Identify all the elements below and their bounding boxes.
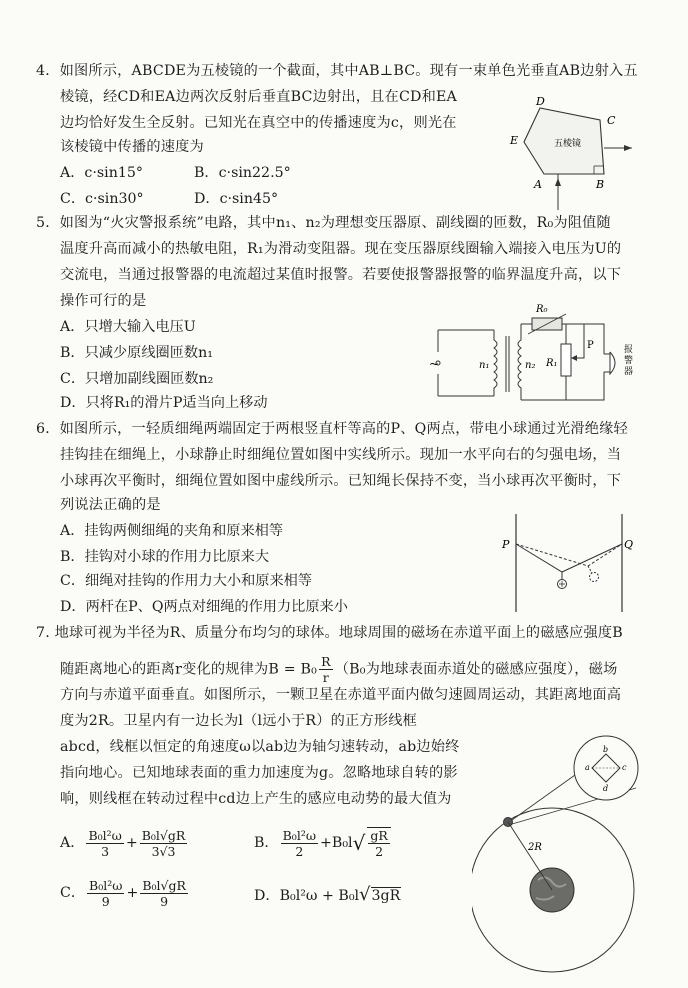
q7-b-radical: √ xyxy=(352,831,366,855)
exit-arrow xyxy=(624,145,632,151)
q5-line-2: 温度升高而减小的热敏电阻，R₁为滑动变阻器。现在变压器原线圈输入端接入电压为U的 xyxy=(60,241,622,257)
q7-b-n1: B₀l²ω xyxy=(282,827,317,843)
q4-line-4: 该棱镜中传播的速度为 xyxy=(60,139,204,155)
q6-option-c: C．细绳对挂钩的作用力大小和原来相等 xyxy=(60,573,313,589)
alarm-char-1: 报 xyxy=(624,345,634,355)
label-c: c xyxy=(622,763,627,772)
zoom-line-1 xyxy=(512,770,582,820)
label-a: A xyxy=(534,178,542,191)
label-e: E xyxy=(510,134,519,147)
q7-line-1: 7. 地球可视为半径为R、质量分布均匀的球体。地球周围的磁场在赤道平面上的磁感应强度B xyxy=(36,625,623,641)
q7-line-7: 响，则线框在转动过程中cd边上产生的感应电动势的最大值为 xyxy=(60,791,452,807)
label-2r: 2R xyxy=(528,842,542,853)
incident-arrow xyxy=(555,178,561,186)
rheostat-r1 xyxy=(561,344,571,376)
label-d: D xyxy=(536,95,545,108)
q7-option-d-label: D． xyxy=(254,888,280,904)
q7-c-frac-2 xyxy=(140,878,188,909)
q7-a-d2: 3√3 xyxy=(151,843,176,859)
q7-a-plus: + xyxy=(125,835,138,851)
label-a: a xyxy=(585,763,590,772)
q7-b-pre2: B₀l xyxy=(331,835,353,851)
pentaprism-figure xyxy=(504,94,634,212)
q4-option-d: D．c·sin45° xyxy=(194,191,279,207)
rope-hook-figure xyxy=(500,512,636,614)
q7-option-d xyxy=(254,880,401,911)
label-n1: n₁ xyxy=(479,360,490,371)
q5-option-b: B．只减少原线圈匝数n₁ xyxy=(60,345,213,361)
q5-option-d: D．只将R₁的滑片P适当向上移动 xyxy=(60,395,268,411)
q5-line-4: 操作可行的是 xyxy=(60,293,147,309)
q6-line-3: 小球再次平衡时，细绳位置如图中虚线所示。已知绳长保持不变，当小球再次平衡时，下 xyxy=(60,473,622,489)
secondary-coil xyxy=(518,324,521,400)
label-p: P xyxy=(502,538,510,551)
label-q: Q xyxy=(624,538,634,551)
q7-d-rad: 3gR xyxy=(371,888,401,904)
q4-option-a: A．c·sin15° xyxy=(60,165,143,181)
label-b: b xyxy=(603,745,609,754)
q4-option-c: C．c·sin30° xyxy=(60,191,144,207)
q6-option-b: B．挂钩对小球的作用力比原来大 xyxy=(60,549,270,565)
q7-line-3: 方向与赤道平面垂直。如图所示，一颗卫星在赤道平面内做匀速圆周运动，其距离地面高 xyxy=(60,687,622,703)
q4-line-1: 4．如图所示，ABCDE为五棱镜的一个截面，其中AB⊥BC。现有一束单色光垂直AB边射入五 xyxy=(36,63,638,79)
q7-b-d1: 2 xyxy=(295,843,304,859)
q7-d-radical: √ xyxy=(359,884,371,905)
q7-b-frac-2 xyxy=(367,827,390,859)
q6-line-2: 挂钩挂在细绳上，小球静止时细绳位置如图中实线所示。现加一水平向右的匀强电场，当 xyxy=(60,447,622,463)
alarm-symbol xyxy=(610,352,615,374)
label-n2: n₂ xyxy=(525,360,536,371)
q6-option-d: D．两杆在P、Q两点对细绳的作用力比原来小 xyxy=(60,599,348,615)
q6-option-a: A．挂钩两侧细绳的夹角和原来相等 xyxy=(60,523,284,539)
q7-b-frac-1 xyxy=(281,828,318,859)
q7-line-6: 指向地心。已知地球表面的重力加速度为g。忽略地球自转的影 xyxy=(60,765,458,781)
q7-option-b-label: B． xyxy=(254,835,279,851)
satellite-earth-figure xyxy=(472,730,642,978)
field-fraction-den: r xyxy=(322,670,329,685)
q7-d-pre: B₀l²ω + B₀l xyxy=(279,888,360,904)
alarm-circuit-figure xyxy=(424,300,636,412)
q7-c-frac-1 xyxy=(87,878,124,909)
q7-c-d2: 9 xyxy=(160,893,169,909)
q7-c-n2: B₀l√gR xyxy=(142,877,186,893)
q4-option-b: B．c·sin22.5° xyxy=(194,165,291,181)
q6-line-4: 列说法正确的是 xyxy=(60,497,161,513)
q7-c-d1: 9 xyxy=(101,893,110,909)
label-r0: R₀ xyxy=(536,304,548,315)
alarm-char-2: 警 xyxy=(624,356,634,366)
q7-option-b xyxy=(254,826,393,860)
ball-dashed xyxy=(590,573,599,582)
q7-option-a-label: A． xyxy=(60,835,85,851)
q7-option-c-label: C． xyxy=(60,885,86,901)
q7-option-a xyxy=(60,826,189,860)
q5-option-a: A．只增大输入电压U xyxy=(60,319,196,335)
q7-option-c xyxy=(60,876,190,910)
q7-b-rd: 2 xyxy=(375,844,384,859)
q4-line-3: 边均恰好发生全反射。已知光在真空中的传播速度为c，则光在 xyxy=(60,115,457,131)
q4-line-2: 棱镜，经CD和EA边两次反射后垂直BC边射出，且在CD和EA xyxy=(60,89,457,105)
q6-line-1: 6．如图所示，一轻质细绳两端固定于两根竖直杆等高的P、Q两点，带电小球通过光滑绝缘轻 xyxy=(36,421,628,437)
q7-a-n2: B₀l√gR xyxy=(141,827,186,843)
primary-coil xyxy=(494,330,497,396)
q7-a-d1: 3 xyxy=(101,843,110,859)
alarm-leads xyxy=(604,354,610,372)
label-p: P xyxy=(587,340,594,351)
label-c: C xyxy=(607,114,616,127)
q7-a-frac-1 xyxy=(86,828,123,859)
prism-label: 五棱镜 xyxy=(554,139,582,149)
radius-line xyxy=(508,822,552,890)
q7-line-2-post: （B₀为地球表面赤道处的磁感应强度），磁场 xyxy=(334,661,618,678)
q5-line-1: 5．如图为“火灾警报系统”电路，其中n₁、n₂为理想变压器原、副线圈的匝数，R₀为阻值随 xyxy=(36,215,611,231)
alarm-char-3: 器 xyxy=(624,367,634,377)
q7-line-5: abcd，线框以恒定的角速度ω以ab边为轴匀速转动，ab边始终 xyxy=(60,739,460,755)
hook-dashed xyxy=(588,566,592,573)
q5-option-c: C．只增加副线圈匝数n₂ xyxy=(60,371,214,387)
rope-dashed xyxy=(516,544,622,566)
rope-solid xyxy=(516,544,622,572)
ac-symbol: ~ xyxy=(429,357,440,371)
q7-c-plus: + xyxy=(126,885,139,901)
slider-p xyxy=(571,355,577,361)
label-r1: R₁ xyxy=(546,358,558,369)
field-fraction-num: R xyxy=(321,654,331,669)
q7-c-n1: B₀l²ω xyxy=(89,877,123,893)
q7-b-rn: gR xyxy=(370,828,388,843)
label-d: d xyxy=(603,784,609,793)
q7-line-4: 度为2R。卫星内有一边长为l（l远小于R）的正方形线框 xyxy=(60,713,417,729)
label-alarm xyxy=(624,343,636,377)
slider-wire xyxy=(574,324,584,358)
label-b: B xyxy=(596,178,605,191)
q7-a-frac-2 xyxy=(140,828,188,859)
q7-line-2-pre: 随距离地心的距离r变化的规律为B = B₀ xyxy=(60,661,318,678)
q7-a-n1: B₀l²ω xyxy=(88,827,122,843)
q5-line-3: 交流电，当通过报警器的电流超过某值时报警。若要使报警器报警的临界温度升高，以下 xyxy=(60,267,622,283)
field-fraction xyxy=(319,654,333,685)
q7-line-2 xyxy=(60,654,617,685)
q7-b-plus: + xyxy=(320,835,332,851)
